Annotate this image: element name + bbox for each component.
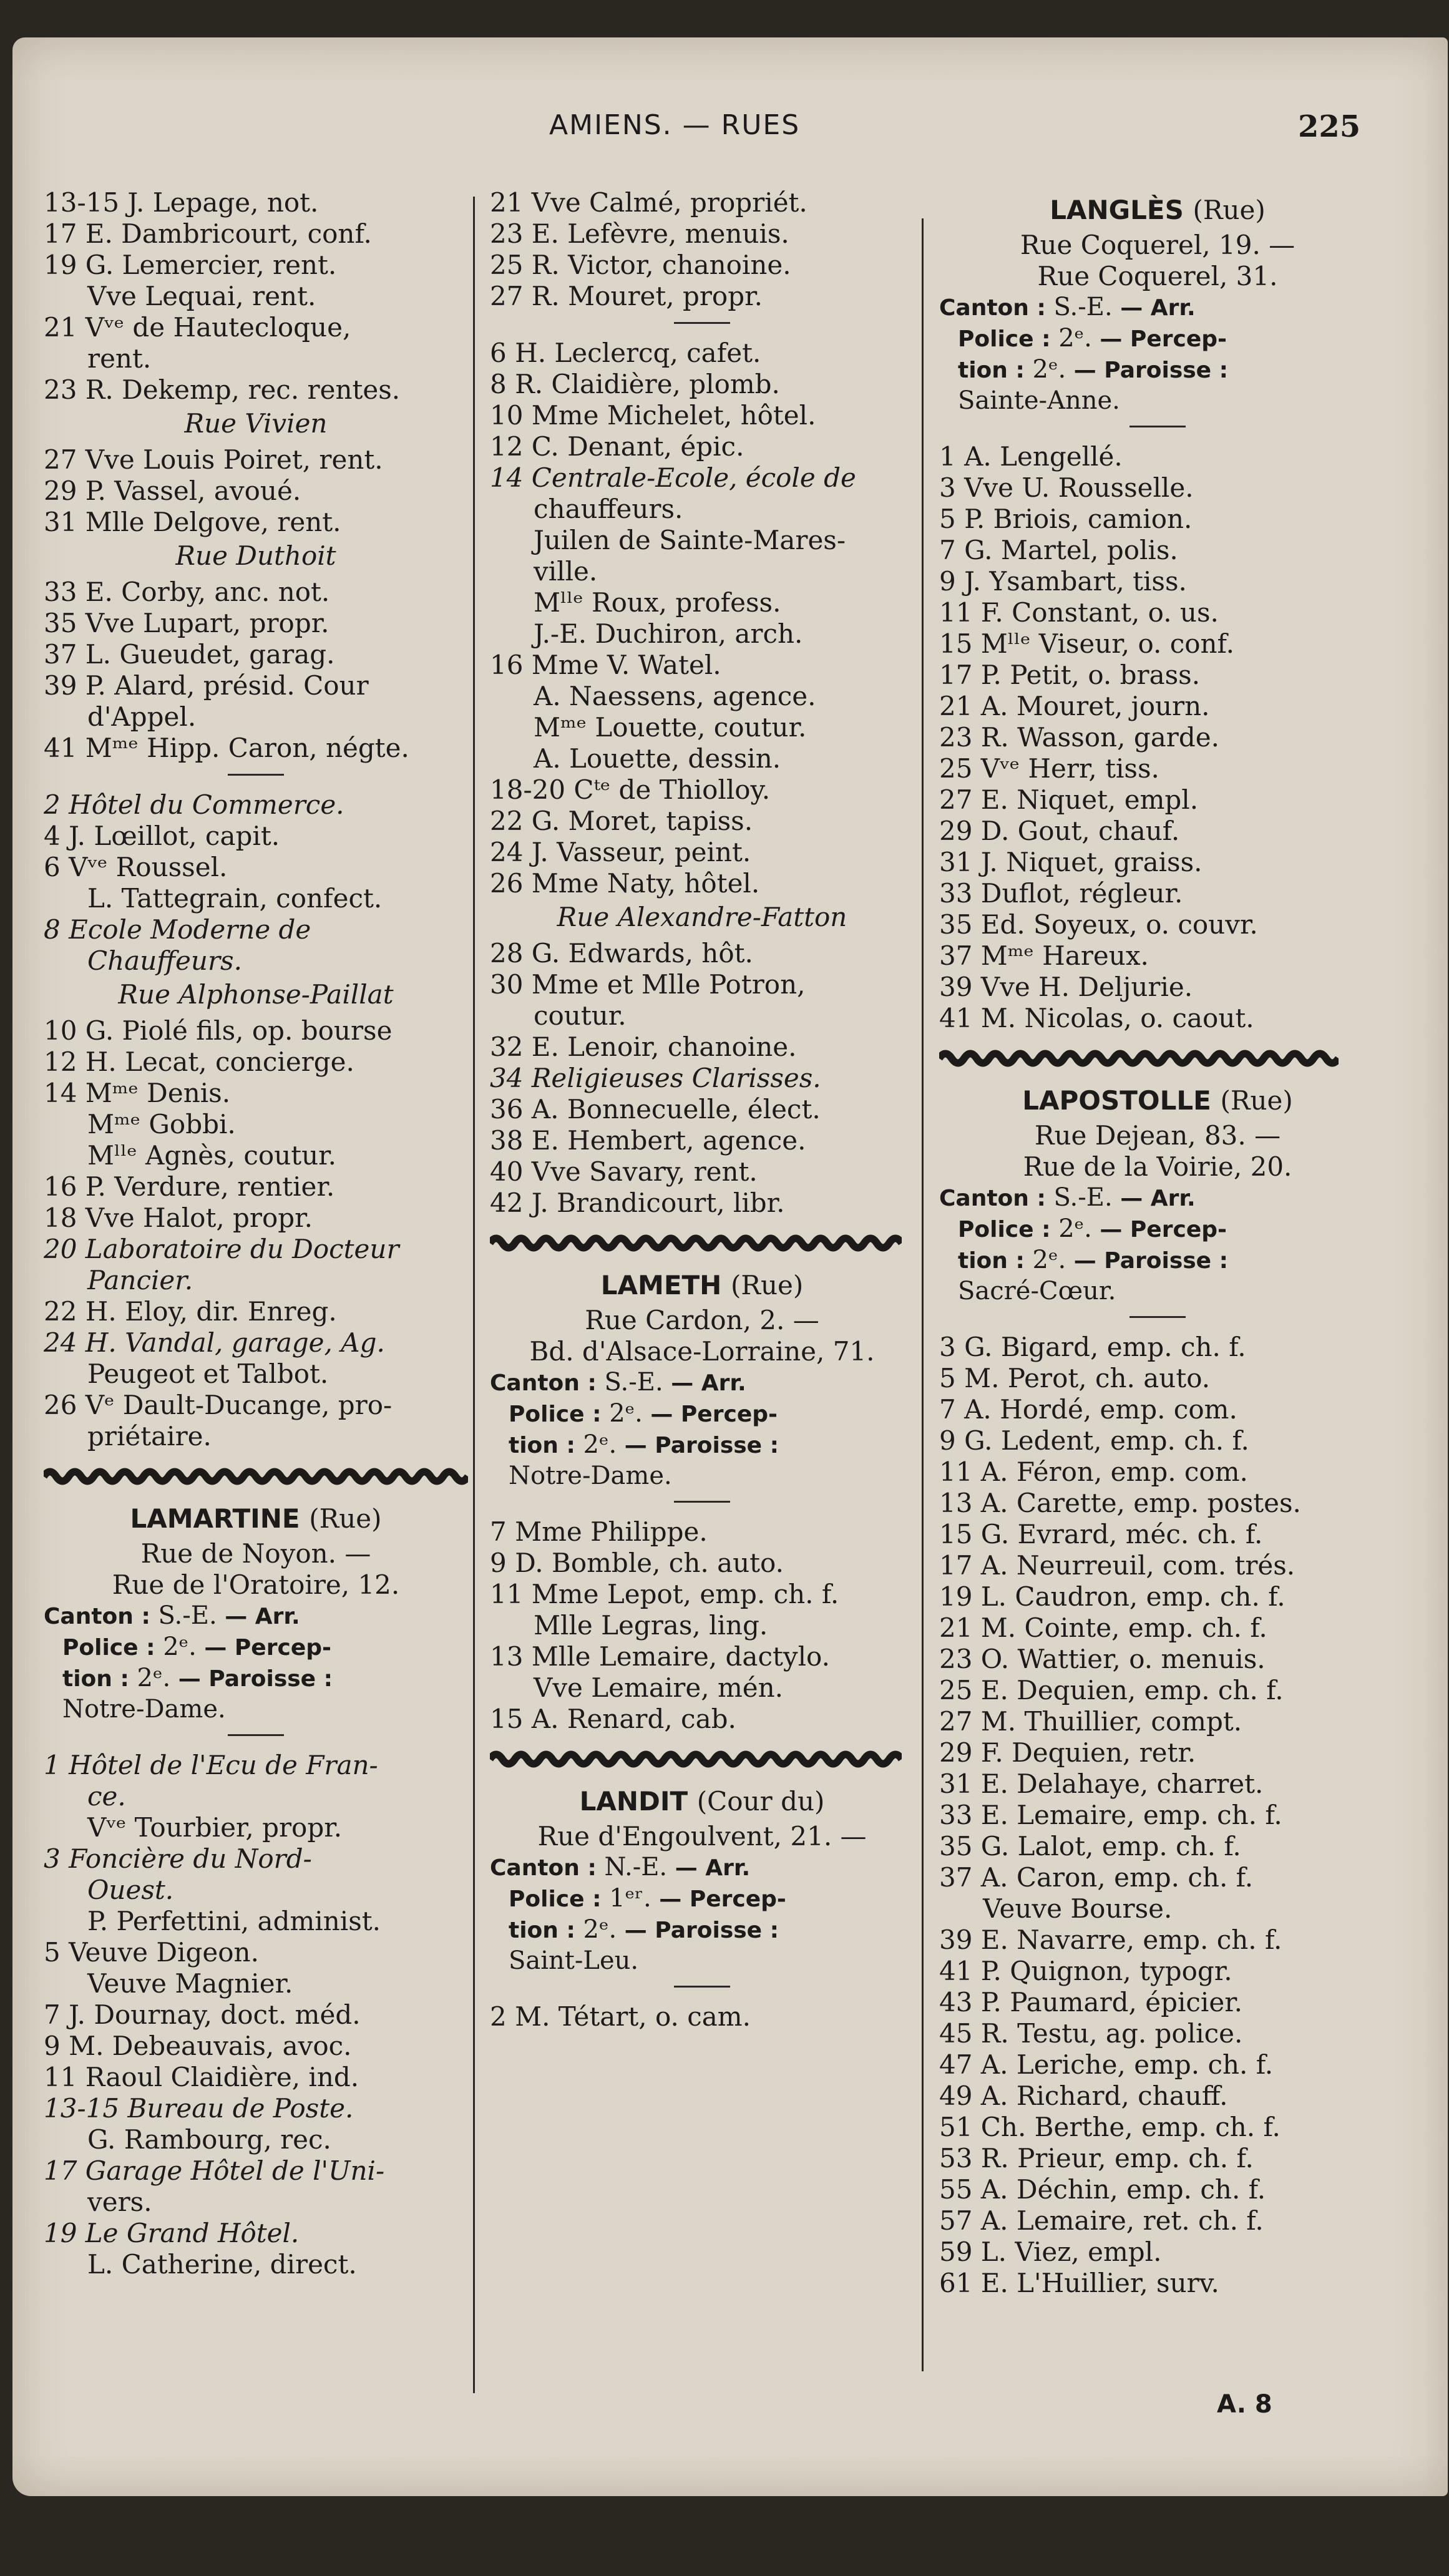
directory-entry: Mˡˡᵉ Agnès, coutur. (87, 1140, 336, 1171)
wavy-separator-graphic (490, 1232, 902, 1254)
directory-entry: 31 Mlle Delgove, rent. (44, 507, 341, 537)
directory-entry: 3 Foncière du Nord- (44, 1843, 312, 1874)
directory-entry: Chauffeurs. (87, 945, 242, 976)
admin-info-value: S.-E. (1045, 293, 1113, 321)
street-info-lameth (490, 1367, 914, 1491)
admin-info-label: Police : (958, 326, 1051, 352)
directory-entry: 33 Duflot, régleur. (939, 878, 1183, 909)
admin-info-label: Police : (958, 1217, 1051, 1242)
street-route-line: Rue d'Engoulvent, 21. — (537, 1821, 867, 1852)
entries-col2-d (490, 1516, 914, 1735)
directory-entry: priétaire. (87, 1421, 212, 1451)
directory-entry: 42 J. Brandicourt, libr. (490, 1188, 785, 1218)
directory-entry: 43 P. Paumard, épicier. (939, 1987, 1243, 2017)
directory-entry: 35 G. Lalot, emp. ch. f. (939, 1831, 1241, 1861)
directory-entry: 25 Vᵛᵉ Herr, tiss. (939, 753, 1159, 784)
admin-info-value: 2ᵉ. (1050, 1214, 1092, 1243)
wavy-separator-graphic (490, 1749, 902, 1770)
directory-entry: Ouest. (87, 1875, 174, 1905)
admin-info-value: 1ᵉʳ. (601, 1884, 651, 1913)
admin-info-line (490, 1430, 914, 1461)
directory-entry: 24 J. Vasseur, peint. (490, 837, 751, 867)
directory-entry: 45 R. Testu, ag. police. (939, 2018, 1243, 2049)
entries-col3-a (939, 441, 1376, 1034)
wavy-separator (44, 1466, 468, 1487)
admin-info-tail: — Arr. (1112, 1186, 1196, 1211)
wavy-separator-graphic (939, 1048, 1339, 1069)
directory-entry: L. Catherine, direct. (87, 2249, 357, 2280)
directory-entry: 9 D. Bomble, ch. auto. (490, 1548, 784, 1578)
admin-info-line (939, 1214, 1376, 1245)
directory-entry: 9 G. Ledent, emp. ch. f. (939, 1425, 1249, 1456)
directory-entry: rent. (87, 343, 152, 374)
street-type: (Rue) (309, 1503, 382, 1534)
directory-entry: 1 A. Lengellé. (939, 441, 1123, 472)
directory-entry: 13-15 Bureau de Poste. (44, 2093, 354, 2124)
directory-entry: 27 R. Mouret, propr. (490, 281, 763, 311)
admin-info-label: Canton : (490, 1855, 597, 1881)
directory-entry: 15 G. Evrard, méc. ch. f. (939, 1519, 1263, 1549)
street-name: LANGLÈS (1050, 195, 1184, 225)
admin-info-tail: — Percep- (1091, 1217, 1227, 1242)
admin-info-label: tion : (509, 1433, 575, 1458)
directory-entry: 23 R. Dekemp, rec. rentes. (44, 374, 401, 405)
admin-info-label: tion : (958, 358, 1025, 383)
directory-entry: 27 Vve Louis Poiret, rent. (44, 444, 383, 475)
admin-info-label: Police : (509, 1402, 602, 1427)
directory-entry: 9 J. Ysambart, tiss. (939, 566, 1187, 597)
parish-name: Notre-Dame. (509, 1461, 672, 1490)
directory-entry: P. Perfettini, administ. (87, 1906, 381, 1936)
directory-entry: Mᵐᵉ Louette, coutur. (534, 712, 807, 743)
entries-col2-e (490, 2001, 914, 2032)
directory-entry: 8 Ecole Moderne de (44, 914, 311, 945)
directory-entry: A. Naessens, agence. (534, 681, 816, 711)
street-route-line: Rue de Noyon. — (140, 1538, 371, 1569)
admin-info-value: 2ᵉ. (129, 1664, 171, 1692)
directory-entry: 27 M. Thuillier, compt. (939, 1706, 1242, 1737)
street-route-line: Rue Dejean, 83. — (1034, 1120, 1281, 1151)
street-route-line: Rue de la Voirie, 20. (1023, 1151, 1292, 1182)
directory-entry: 23 R. Wasson, garde. (939, 722, 1219, 753)
directory-entry: 25 E. Dequien, emp. ch. f. (939, 1675, 1284, 1705)
directory-entry: 17 Garage Hôtel de l'Uni- (44, 2155, 385, 2186)
column-1 (44, 187, 468, 2280)
directory-entry: 23 O. Wattier, o. menuis. (939, 1644, 1266, 1674)
admin-info-value: 2ᵉ. (1050, 324, 1092, 353)
street-name: LAMETH (600, 1270, 722, 1300)
section-divider (228, 774, 284, 776)
wavy-separator (490, 1749, 914, 1770)
directory-entry: 5 Veuve Digeon. (44, 1937, 259, 1968)
admin-info-tail: — Percep- (642, 1402, 778, 1427)
street-info-langles (939, 292, 1376, 416)
directory-entry: 5 P. Briois, camion. (939, 504, 1193, 534)
admin-info-line (490, 1915, 914, 1946)
directory-entry: 13 Mlle Lemaire, dactylo. (490, 1641, 830, 1672)
directory-entry: Vve Lequai, rent. (87, 281, 316, 311)
section-divider (228, 1734, 284, 1736)
directory-entry: 29 F. Dequien, retr. (939, 1737, 1196, 1768)
admin-info-value: S.-E. (1045, 1183, 1113, 1212)
directory-entry: 61 E. L'Huillier, surv. (939, 2268, 1219, 2298)
directory-entry: 17 A. Neurreuil, com. trés. (939, 1550, 1295, 1581)
directory-entry: Vᵛᵉ Tourbier, propr. (87, 1812, 343, 1843)
street-route-line: Rue Coquerel, 31. (1037, 261, 1278, 291)
street-type: (Rue) (1193, 195, 1266, 225)
directory-entry: d'Appel. (87, 701, 197, 732)
directory-entry: 37 Mᵐᵉ Hareux. (939, 940, 1149, 971)
directory-entry: 35 Vve Lupart, propr. (44, 608, 329, 638)
admin-info-tail: — Arr. (217, 1604, 300, 1629)
street-route-line: Rue Cardon, 2. — (585, 1305, 819, 1335)
admin-info-line (490, 1883, 914, 1915)
entries-col2-a (490, 187, 914, 312)
admin-info-tail: — Paroisse : (1066, 358, 1229, 383)
admin-info-tail: — Percep- (651, 1886, 786, 1912)
street-type: (Cour du) (696, 1786, 825, 1817)
admin-info-value: S.-E. (596, 1368, 663, 1397)
admin-info-tail: — Paroisse : (617, 1433, 779, 1458)
directory-entry: 33 E. Lemaire, emp. ch. f. (939, 1800, 1282, 1830)
admin-info-value: N.-E. (596, 1853, 668, 1881)
section-divider (674, 1501, 730, 1503)
directory-entry: chauffeurs. (534, 494, 683, 524)
column-rule-2 (922, 218, 924, 2371)
street-info-lamartine (44, 1601, 468, 1724)
directory-page (12, 37, 1448, 2496)
column-2 (490, 187, 914, 2032)
directory-entry: 7 J. Dournay, doct. méd. (44, 1999, 361, 2030)
directory-entry: 11 F. Constant, o. us. (939, 597, 1219, 628)
street-type: (Rue) (1220, 1085, 1293, 1116)
entries-col1-d (44, 789, 468, 977)
admin-info-tail: — Percep- (1091, 326, 1227, 352)
directory-entry: 16 Mme V. Watel. (490, 650, 721, 680)
street-info-landit (490, 1852, 914, 1976)
subheading-rue-alphonse-paillat: Rue Alphonse-Paillat (118, 979, 394, 1010)
directory-entry: 19 Le Grand Hôtel. (44, 2218, 300, 2248)
admin-info-line (490, 1367, 914, 1398)
printer-signature: A. 8 (1217, 2390, 1272, 2419)
running-header (12, 109, 1448, 159)
admin-info-value: 2ᵉ. (1024, 355, 1066, 384)
admin-info-label: Canton : (939, 1186, 1046, 1211)
admin-info-label: Police : (509, 1886, 602, 1912)
directory-entry: 28 G. Edwards, hôt. (490, 938, 753, 968)
directory-entry: 13-15 J. Lepage, not. (44, 187, 319, 218)
admin-info-tail: — Arr. (667, 1855, 751, 1881)
directory-entry: 31 E. Delahaye, charret. (939, 1769, 1264, 1799)
directory-entry: 32 E. Lenoir, chanoine. (490, 1032, 797, 1062)
admin-info-tail: — Paroisse : (617, 1918, 779, 1943)
directory-entry: 7 Mme Philippe. (490, 1516, 708, 1547)
directory-entry: G. Rambourg, rec. (87, 2124, 331, 2155)
directory-entry: 37 L. Gueudet, garag. (44, 639, 335, 670)
section-divider (674, 322, 730, 324)
directory-entry: 5 M. Perot, ch. auto. (939, 1363, 1211, 1393)
directory-entry: 7 G. Martel, polis. (939, 535, 1178, 565)
directory-entry: L. Tattegrain, confect. (87, 883, 383, 914)
directory-entry: Mlle Legras, ling. (534, 1610, 768, 1641)
admin-info-label: tion : (62, 1666, 129, 1692)
street-route-langles (939, 230, 1376, 292)
admin-info-tail: — Paroisse : (170, 1666, 333, 1692)
admin-info-tail: — Arr. (663, 1370, 746, 1396)
subheading-rue-duthoit: Rue Duthoit (175, 540, 336, 571)
parish-name: Notre-Dame. (62, 1695, 226, 1724)
wavy-separator-graphic (44, 1466, 468, 1487)
admin-info-line (44, 1663, 468, 1694)
street-route-line: Rue de l'Oratoire, 12. (112, 1569, 400, 1600)
street-heading-lapostolle (939, 1085, 1376, 1116)
admin-info-line (939, 354, 1376, 386)
directory-entry: 41 Mᵐᵉ Hipp. Caron, négte. (44, 733, 409, 763)
directory-entry: 11 Raoul Claidière, ind. (44, 2062, 359, 2092)
admin-info-line (490, 1398, 914, 1430)
directory-entry: Juilen de Sainte-Mares- (534, 525, 846, 555)
directory-entry: coutur. (534, 1000, 627, 1031)
directory-entry: 21 Vve Calmé, propriét. (490, 187, 807, 218)
admin-info-value: S.-E. (150, 1601, 217, 1630)
directory-entry: 23 E. Lefèvre, menuis. (490, 218, 789, 249)
directory-entry: 21 M. Cointe, emp. ch. f. (939, 1612, 1267, 1643)
directory-entry: J.-E. Duchiron, arch. (534, 618, 803, 649)
directory-entry: Veuve Bourse. (983, 1893, 1173, 1924)
directory-entry: 53 R. Prieur, emp. ch. f. (939, 2143, 1254, 2174)
directory-entry: 39 P. Alard, présid. Cour (44, 670, 369, 701)
street-heading-lameth (490, 1270, 914, 1301)
entries-col2-c (490, 938, 914, 1219)
directory-entry: 8 R. Claidière, plomb. (490, 369, 780, 399)
street-route-lamartine (44, 1538, 468, 1601)
admin-info-label: Police : (62, 1635, 155, 1661)
directory-entry: 21 A. Mouret, journ. (939, 691, 1210, 721)
street-heading-lamartine (44, 1503, 468, 1534)
directory-entry: 36 A. Bonnecuelle, élect. (490, 1094, 821, 1125)
parish-name: Sacré-Cœur. (958, 1277, 1116, 1305)
entries-col1-b (44, 444, 468, 538)
directory-entry: 40 Vve Savary, rent. (490, 1156, 758, 1187)
directory-entry: 17 E. Dambricourt, conf. (44, 218, 372, 249)
entries-col3-b (939, 1332, 1376, 2299)
admin-info-tail: — Paroisse : (1066, 1248, 1229, 1274)
admin-info-line (44, 1632, 468, 1663)
directory-entry: Pancier. (87, 1265, 193, 1295)
directory-entry: 29 P. Vassel, avoué. (44, 476, 301, 506)
header-title: AMIENS. — RUES (549, 109, 801, 141)
street-info-lapostolle (939, 1183, 1376, 1306)
directory-entry: 29 D. Gout, chauf. (939, 816, 1180, 846)
directory-entry: 10 Mme Michelet, hôtel. (490, 400, 816, 431)
directory-entry: 9 M. Debeauvais, avoc. (44, 2031, 352, 2061)
street-route-landit (490, 1821, 914, 1852)
directory-entry: 14 Mᵐᵉ Denis. (44, 1078, 231, 1108)
admin-info-label: Canton : (490, 1370, 597, 1396)
section-divider (674, 1986, 730, 1988)
directory-entry: 1 Hôtel de l'Ecu de Fran- (44, 1750, 378, 1780)
directory-entry: ville. (534, 556, 598, 587)
entries-col2-b (490, 338, 914, 899)
directory-entry: 15 Mˡˡᵉ Viseur, o. conf. (939, 628, 1234, 659)
entries-col1-f (44, 1750, 468, 2280)
directory-entry: Mᵐᵉ Gobbi. (87, 1109, 236, 1139)
admin-info-label: tion : (958, 1248, 1025, 1274)
directory-entry: 26 Vᵉ Dault-Ducange, pro- (44, 1390, 393, 1420)
directory-entry: 18-20 Cᵗᵉ de Thiolloy. (490, 774, 771, 805)
directory-entry: Vve Lemaire, mén. (534, 1672, 784, 1703)
column-rule-1 (473, 197, 475, 2393)
admin-info-value: 2ᵉ. (155, 1632, 197, 1661)
street-type: (Rue) (730, 1270, 804, 1300)
admin-info-tail: — Arr. (1112, 295, 1196, 321)
admin-info-line (939, 1183, 1376, 1214)
directory-entry: 17 P. Petit, o. brass. (939, 660, 1201, 690)
directory-entry: 6 Vᵛᵉ Roussel. (44, 852, 228, 882)
street-route-lameth (490, 1305, 914, 1367)
directory-entry: 12 H. Lecat, concierge. (44, 1046, 354, 1077)
admin-info-tail: — Percep- (196, 1635, 331, 1661)
directory-entry: 27 E. Niquet, empl. (939, 784, 1199, 815)
section-divider (1129, 1316, 1186, 1318)
admin-info-line (939, 1245, 1376, 1276)
subheading-rue-vivien: Rue Vivien (184, 408, 328, 439)
directory-entry: ce. (87, 1781, 126, 1812)
directory-entry: 38 E. Hembert, agence. (490, 1125, 806, 1156)
directory-entry: 34 Religieuses Clarisses. (490, 1063, 821, 1093)
directory-entry: Veuve Magnier. (87, 1968, 293, 1999)
directory-entry: 30 Mme et Mlle Potron, (490, 969, 806, 1000)
entries-col1-a (44, 187, 468, 406)
directory-entry: 51 Ch. Berthe, emp. ch. f. (939, 2112, 1281, 2142)
directory-entry: 16 P. Verdure, rentier. (44, 1171, 335, 1202)
street-name: LAPOSTOLLE (1022, 1085, 1211, 1116)
directory-entry: 13 A. Carette, emp. postes. (939, 1488, 1301, 1518)
admin-info-value: 2ᵉ. (575, 1915, 617, 1944)
directory-entry: 37 A. Caron, emp. ch. f. (939, 1862, 1254, 1893)
directory-entry: A. Louette, dessin. (534, 743, 781, 774)
directory-entry: 14 Centrale-Ecole, école de (490, 462, 856, 493)
directory-entry: 49 A. Richard, chauff. (939, 2081, 1228, 2111)
directory-entry: 24 H. Vandal, garage, Ag. (44, 1327, 385, 1358)
wavy-separator (490, 1232, 914, 1254)
directory-entry: 47 A. Leriche, emp. ch. f. (939, 2049, 1274, 2080)
street-heading-langles (939, 195, 1376, 226)
street-route-lapostolle (939, 1120, 1376, 1183)
admin-info-line (939, 292, 1376, 323)
admin-info-line (939, 323, 1376, 354)
admin-info-value: 2ᵉ. (1024, 1246, 1066, 1274)
admin-info-value: 2ᵉ. (601, 1399, 643, 1428)
directory-entry: 39 Vve H. Deljurie. (939, 972, 1193, 1002)
street-route-line: Rue Coquerel, 19. — (1020, 230, 1295, 260)
directory-entry: 19 L. Caudron, emp. ch. f. (939, 1581, 1286, 1612)
directory-entry: Peugeot et Talbot. (87, 1359, 329, 1389)
directory-entry: vers. (87, 2187, 152, 2217)
directory-entry: 6 H. Leclercq, cafet. (490, 338, 761, 368)
directory-entry: 2 M. Tétart, o. cam. (490, 2001, 751, 2032)
directory-entry: 20 Laboratoire du Docteur (44, 1234, 399, 1264)
street-heading-landit (490, 1786, 914, 1817)
directory-entry: 41 P. Quignon, typogr. (939, 1956, 1232, 1986)
directory-entry: 39 E. Navarre, emp. ch. f. (939, 1925, 1282, 1955)
admin-info-label: Canton : (44, 1604, 150, 1629)
admin-info-label: Canton : (939, 295, 1046, 321)
directory-entry: 3 G. Bigard, emp. ch. f. (939, 1332, 1246, 1362)
directory-entry: 25 R. Victor, chanoine. (490, 250, 791, 280)
street-route-line: Bd. d'Alsace-Lorraine, 71. (529, 1336, 875, 1367)
directory-entry: 12 C. Denant, épic. (490, 431, 744, 462)
directory-entry: 7 A. Hordé, emp. com. (939, 1394, 1237, 1425)
directory-entry: 22 G. Moret, tapiss. (490, 806, 753, 836)
directory-entry: 59 L. Viez, empl. (939, 2237, 1162, 2267)
directory-entry: 22 H. Eloy, dir. Enreg. (44, 1296, 337, 1327)
directory-entry: 41 M. Nicolas, o. caout. (939, 1003, 1254, 1033)
directory-entry: 31 J. Niquet, graiss. (939, 847, 1203, 877)
column-3 (939, 187, 1376, 2299)
directory-entry: 4 J. Lœillot, capit. (44, 821, 280, 851)
section-divider (1129, 426, 1186, 427)
directory-entry: 11 Mme Lepot, emp. ch. f. (490, 1579, 839, 1609)
directory-entry: 33 E. Corby, anc. not. (44, 577, 330, 607)
directory-entry: 19 G. Lemercier, rent. (44, 250, 337, 280)
entries-col1-c (44, 577, 468, 764)
wavy-separator (939, 1048, 1376, 1069)
page-number: 225 (1298, 109, 1361, 144)
street-name: LAMARTINE (130, 1503, 300, 1534)
directory-entry: 55 A. Déchin, emp. ch. f. (939, 2174, 1266, 2205)
directory-entry: 57 A. Lemaire, ret. ch. f. (939, 2205, 1264, 2236)
parish-name: Sainte-Anne. (958, 386, 1120, 415)
subheading-rue-alexandre-fatton: Rue Alexandre-Fatton (557, 902, 847, 932)
directory-entry: 26 Mme Naty, hôtel. (490, 868, 760, 899)
admin-info-label: tion : (509, 1918, 575, 1943)
parish-name: Saint-Leu. (509, 1946, 639, 1975)
directory-entry: 10 G. Piolé fils, op. bourse (44, 1015, 393, 1046)
admin-info-line (490, 1852, 914, 1883)
directory-entry: 35 Ed. Soyeux, o. couvr. (939, 909, 1258, 940)
directory-entry: 11 A. Féron, emp. com. (939, 1456, 1248, 1487)
admin-info-line (44, 1601, 468, 1632)
directory-entry: 21 Vᵛᵉ de Hautecloque, (44, 312, 351, 343)
directory-entry: 15 A. Renard, cab. (490, 1704, 736, 1734)
directory-entry: 3 Vve U. Rousselle. (939, 472, 1194, 503)
entries-col1-e (44, 1015, 468, 1452)
directory-entry: 18 Vve Halot, propr. (44, 1203, 313, 1233)
admin-info-value: 2ᵉ. (575, 1430, 617, 1459)
street-name: LANDIT (579, 1786, 688, 1817)
directory-entry: 2 Hôtel du Commerce. (44, 789, 344, 820)
directory-entry: Mˡˡᵉ Roux, profess. (534, 587, 781, 618)
